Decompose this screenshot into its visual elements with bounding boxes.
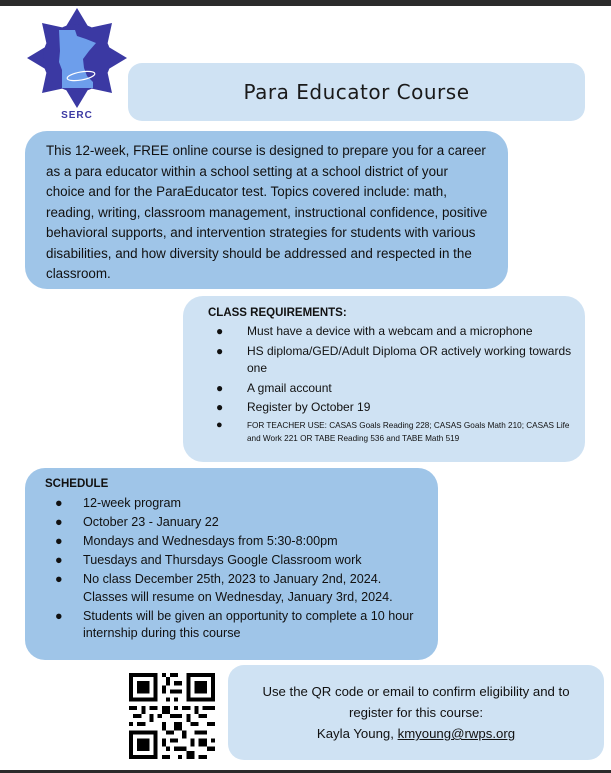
- bullet-icon: ●: [216, 418, 223, 431]
- list-item: ● October 23 - January 22: [45, 514, 428, 532]
- list-item: ● HS diploma/GED/Adult Diploma OR actively working towards one: [216, 343, 572, 375]
- bullet-icon: ●: [55, 571, 63, 586]
- bullet-icon: ●: [55, 533, 63, 548]
- list-item: ● FOR TEACHER USE: CASAS Goals Reading 228; CASAS Goals Math 210; CASAS Life and Work 221 OR TABE Reading 536 and TABE Math 519: [216, 418, 570, 443]
- requirements-list: [208, 323, 575, 445]
- course-description: [25, 131, 508, 289]
- bullet-icon: ●: [55, 496, 63, 510]
- page-title: Para Educator Course: [243, 80, 470, 104]
- title-banner: [128, 63, 585, 121]
- bullet-icon: ●: [55, 514, 63, 529]
- bullet-icon: ●: [216, 324, 224, 338]
- logo-label: SERC: [61, 110, 93, 121]
- list-item: ● Students will be given an opportunity to complete a 10 hour internship during this course: [55, 608, 414, 641]
- schedule: [25, 468, 438, 660]
- bullet-icon: ●: [216, 400, 224, 414]
- contact-info: [228, 665, 604, 760]
- email-link[interactable]: kmyoung@rwps.org: [397, 726, 516, 741]
- list-item: ● Must have a device with a webcam and a microphone: [208, 323, 575, 341]
- bullet-icon: ●: [55, 608, 63, 623]
- list-item: ● Register by October 19: [208, 399, 575, 417]
- list-item: ● A gmail account: [208, 380, 575, 398]
- schedule-list: [45, 495, 428, 643]
- list-item: ● Tuesdays and Thursdays Google Classroom work: [45, 552, 428, 570]
- list-item: ● 12-week program: [45, 495, 428, 513]
- list-item: ● Mondays and Wednesdays from 5:30-8:00pm: [45, 533, 428, 551]
- course-description-text: This 12-week, FREE online course is designed to prepare you for a career as a para educator within a school setting at a school district of your choice and for the ParaEducator test. Topics covered include: math, reading, writing, classroom management, instructional confidence, positive behavioral supports, and intervention strategies for students with various disabilities, and how diversity should be addressed and respected in the classroom.: [46, 143, 488, 281]
- qr-code-icon[interactable]: [129, 673, 215, 759]
- contact-text: Use the QR code or email to confirm eligibility and to register for this course:: [262, 684, 570, 720]
- bullet-icon: ●: [55, 552, 63, 567]
- requirements-heading: CLASS REQUIREMENTS:: [208, 307, 347, 319]
- bullet-icon: ●: [216, 380, 224, 395]
- list-item: ● No class December 25th, 2023 to January 2nd, 2024. Classes will resume on Wednesday, January 3rd, 2024.: [55, 571, 393, 604]
- class-requirements: [183, 296, 585, 462]
- schedule-heading: SCHEDULE: [45, 478, 109, 490]
- contact-name: Kayla Young,: [316, 726, 394, 741]
- bullet-icon: ●: [216, 343, 224, 358]
